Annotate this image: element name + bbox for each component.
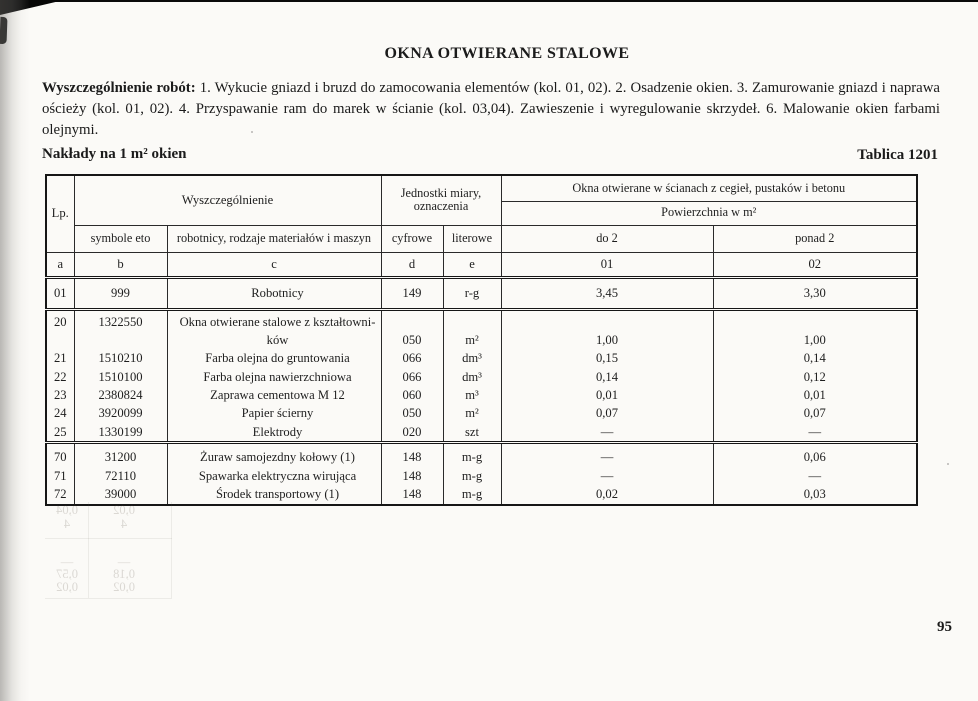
cell-line: Farba olejna do gruntowania	[205, 351, 350, 366]
cell-line: 020	[402, 424, 422, 439]
table-row-group	[46, 443, 917, 505]
cell-line: Okna otwierane stalowe z kształtowni-	[179, 314, 376, 329]
cell-line: 0,14	[595, 369, 619, 384]
cell-line: Zaprawa cementowa M 12	[210, 388, 345, 403]
cell-line: 1510100	[98, 369, 143, 384]
table-caption: Nakłady na 1 m² okien	[42, 146, 187, 162]
unit-cell	[443, 309, 501, 443]
header-jednostki	[381, 175, 501, 225]
cell-line: 999	[111, 285, 130, 300]
scan-speck	[947, 463, 949, 465]
cell-line: r-g	[464, 285, 480, 300]
cell-line: 0,15	[595, 351, 619, 366]
description-cell	[167, 277, 381, 309]
cell-line: —	[600, 450, 614, 465]
cell-line: ków	[266, 332, 289, 347]
unit-cell	[443, 443, 501, 505]
cell-line: 3,45	[595, 285, 619, 300]
cell-line: 0,07	[595, 406, 619, 421]
cell-line: dm³	[462, 369, 482, 384]
symbol-cell	[74, 277, 167, 309]
cell-line: 0,14	[803, 351, 826, 366]
value-ponad2-cell	[713, 309, 917, 443]
cell-line: m²	[465, 332, 479, 347]
header-cyfrowe: cyfrowe	[381, 225, 443, 252]
cell-line: dm³	[462, 351, 482, 366]
description-cell	[167, 443, 381, 505]
cell-line: 0,12	[803, 369, 826, 384]
cell-line: 22	[53, 369, 67, 384]
unit-cell	[443, 277, 501, 309]
cell-line: 01	[53, 285, 67, 300]
cell-line: 148	[402, 487, 422, 502]
ghost-text: 0,02	[113, 503, 135, 517]
ghost-grid-line	[171, 502, 172, 598]
page-spine-shadow	[0, 0, 30, 701]
ghost-text: 0,02	[56, 580, 78, 594]
col-letter-01: 01	[501, 252, 713, 277]
cell-line: 0,07	[803, 406, 826, 421]
cell-line: Żuraw samojezdny kołowy (1)	[200, 450, 355, 465]
cell-line: —	[808, 424, 822, 439]
cell-line: m-g	[461, 450, 483, 465]
header-jednostki-line1: Jednostki miary,	[400, 185, 482, 200]
col-letter-e: e	[443, 252, 501, 277]
cell-line	[714, 313, 917, 331]
cell-line: m-g	[461, 487, 483, 502]
cell-line: 39000	[104, 487, 137, 502]
symbol-cell	[74, 309, 167, 443]
cell-line: 1,00	[803, 332, 826, 347]
cell-line: 72110	[104, 468, 137, 483]
works-text: 1. Wykucie gniazd i bruzd do zamocowania elementów (kol. 01, 02). 2. Osadzenie okien. 3. Zamurowanie gniazd i naprawa ościeży (kol. 01, 02). 4. Przyspawanie ram do marek w ścianie (kol. 03,04). Zawieszenie i wyregulowanie skrzydeł. 6. Malowanie okien farbami olejnymi.	[42, 80, 940, 138]
cell-line: Farba olejna nawierzchniowa	[203, 369, 352, 384]
cell-line: 20	[53, 314, 67, 329]
value-ponad2-cell	[713, 443, 917, 505]
cell-line: 0,06	[803, 450, 826, 465]
cell-line: 050	[402, 332, 422, 347]
cell-line: Elektrody	[252, 424, 303, 439]
scan-edge-line	[0, 0, 978, 2]
cell-line	[502, 313, 713, 331]
cell-line: szt	[465, 424, 479, 439]
ghost-grid-line	[45, 598, 172, 599]
cell-line: 2380824	[98, 388, 143, 403]
cell-line: 0,03	[803, 487, 826, 502]
header-robotnicy: robotnicy, rodzaje materiałów i maszyn	[167, 225, 381, 252]
value-do2-cell	[501, 309, 713, 443]
cell-line: 3920099	[98, 406, 143, 421]
cell-line: 066	[402, 351, 422, 366]
cell-line: 0,02	[595, 487, 619, 502]
ghost-text: 0,02	[113, 580, 135, 594]
cell-line: 1330199	[98, 424, 143, 439]
norms-table	[45, 174, 918, 506]
table-row-group	[46, 309, 917, 443]
cell-line	[75, 331, 167, 349]
works-description	[42, 78, 940, 141]
cell-line: Robotnicy	[251, 285, 304, 300]
cell-line: 72	[53, 487, 67, 502]
table-number: Tablica 1201	[857, 147, 938, 163]
cell-line: 25	[53, 424, 67, 439]
col-letter-02: 02	[713, 252, 917, 277]
ghost-text: 0,18	[113, 567, 135, 581]
cell-line: 0,01	[595, 388, 619, 403]
header-area-title: Powierzchnia w m²	[501, 201, 917, 225]
col-letter-a: a	[46, 252, 74, 277]
ghost-bleedthrough	[45, 502, 172, 600]
cell-line: 31200	[104, 450, 137, 465]
cell-line: m³	[465, 388, 479, 403]
col-letter-d: d	[381, 252, 443, 277]
cell-line: 23	[53, 388, 67, 403]
ghost-text: —	[60, 555, 74, 569]
works-label: Wyszczególnienie robót:	[42, 80, 196, 96]
header-literowe: literowe	[443, 225, 501, 252]
ghost-text: 4	[63, 517, 71, 531]
ghost-grid-line	[88, 502, 89, 598]
cell-line: 060	[402, 388, 422, 403]
table-body	[46, 277, 917, 505]
cell-line: Spawarka elektryczna wirująca	[198, 468, 357, 483]
ghost-text: 4	[120, 517, 128, 531]
col-letter-c: c	[167, 252, 381, 277]
cell-line: 149	[402, 285, 422, 300]
header-ponad2: ponad 2	[713, 225, 917, 252]
cell-line: 148	[402, 450, 422, 465]
cell-line: m²	[465, 406, 479, 421]
cell-line: 21	[53, 351, 67, 366]
cell-line: 066	[402, 369, 422, 384]
cell-line: 3,30	[803, 285, 826, 300]
cell-line: 1510210	[98, 351, 143, 366]
header-symbole: symbole eto	[74, 225, 167, 252]
value-do2-cell	[501, 443, 713, 505]
lp-cell	[46, 277, 74, 309]
cell-line: m-g	[461, 468, 483, 483]
page-number: 95	[937, 619, 952, 635]
col-letter-b: b	[74, 252, 167, 277]
cell-line: 70	[53, 450, 67, 465]
header-group-title: Okna otwierane w ścianach z cegieł, pustaków i betonu	[501, 175, 917, 201]
unit-code-cell	[381, 443, 443, 505]
cell-line: Papier ścierny	[241, 406, 314, 421]
unit-code-cell	[381, 309, 443, 443]
lp-cell	[46, 443, 74, 505]
cell-line: Środek transportowy (1)	[215, 487, 340, 502]
ghost-text: —	[117, 555, 131, 569]
ghost-grid-line	[45, 538, 172, 539]
cell-line: 71	[53, 468, 67, 483]
cell-line: —	[600, 424, 614, 439]
description-cell	[167, 309, 381, 443]
cell-line: 050	[402, 406, 422, 421]
ghost-text: 0,57	[56, 567, 78, 581]
page-title: OKNA OTWIERANE STALOWE	[384, 45, 630, 62]
cell-line: 0,01	[803, 388, 826, 403]
header-do2: do 2	[501, 225, 713, 252]
cell-line	[444, 313, 501, 331]
header-wyszczegolnienie: Wyszczególnienie	[74, 175, 381, 225]
symbol-cell	[74, 443, 167, 505]
table-row-group	[46, 277, 917, 309]
cell-line: 1322550	[98, 314, 143, 329]
ghost-text: 0,04	[56, 503, 78, 517]
value-do2-cell	[501, 277, 713, 309]
cell-line: 1,00	[595, 332, 619, 347]
unit-code-cell	[381, 277, 443, 309]
header-jednostki-line2: oznaczenia	[413, 199, 469, 214]
header-lp: Lp.	[46, 175, 74, 252]
value-ponad2-cell	[713, 277, 917, 309]
cell-line: —	[808, 468, 822, 483]
cell-line: 148	[402, 468, 422, 483]
cell-line	[47, 331, 74, 349]
cell-line: 24	[53, 406, 67, 421]
cell-line	[382, 313, 443, 331]
cell-line: —	[600, 468, 614, 483]
lp-cell	[46, 309, 74, 443]
